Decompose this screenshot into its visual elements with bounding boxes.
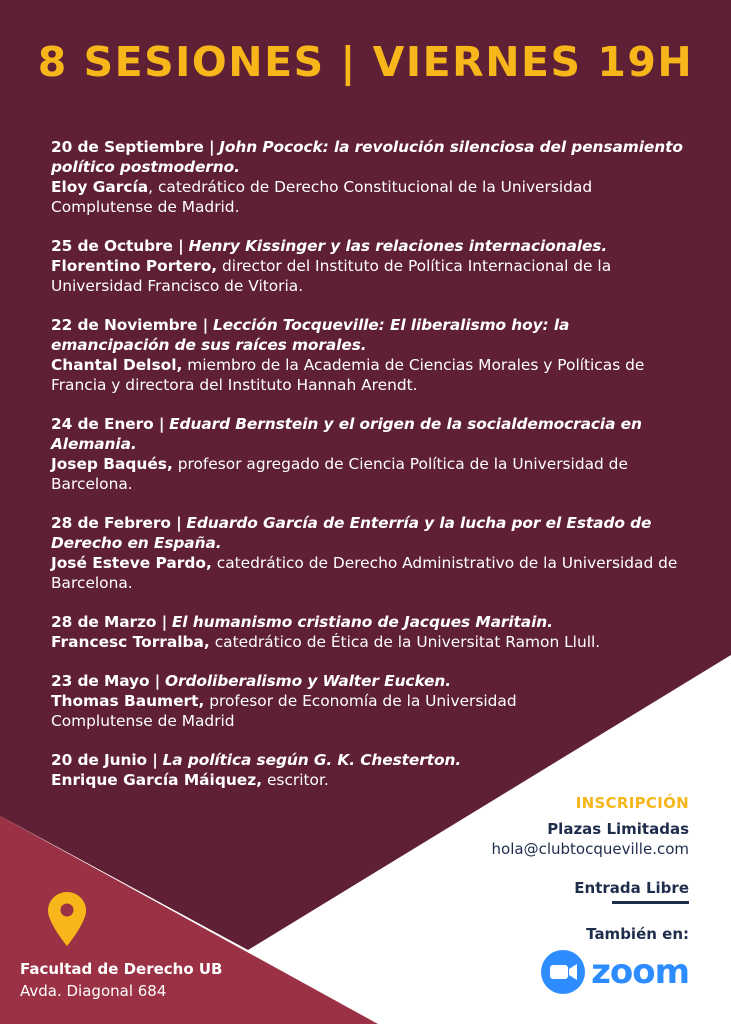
session-speaker: Eloy García	[51, 178, 149, 196]
session-topic: Ordoliberalismo y Walter Eucken.	[165, 672, 451, 690]
session-topic: Henry Kissinger y las relaciones internacionales.	[188, 237, 608, 255]
session-date: 22 de Noviembre |	[51, 316, 209, 334]
venue-address: Avda. Diagonal 684	[20, 982, 167, 1000]
session-speaker: Chantal Delsol,	[51, 356, 183, 374]
session-topic: Eduardo García de Enterría y la lucha por el Estado de Derecho en España.	[51, 514, 652, 552]
session-role: miembro de la Academia de Ciencias Morales y Políticas de Francia y directora del Instituto Hannah Arendt.	[51, 356, 645, 394]
session-speaker: Thomas Baumert,	[51, 692, 205, 710]
session-topic: La política según G. K. Chesterton.	[162, 751, 462, 769]
session-topic: Eduard Bernstein y el origen de la socialdemocracia en Alemania.	[51, 415, 642, 453]
session-role: director del Instituto de Política Internacional de la Universidad Francisco de Vitoria.	[51, 257, 612, 295]
session-speaker: Francesc Torralba,	[51, 633, 210, 651]
session-topic: Lección Tocqueville: El liberalismo hoy: la emancipación de sus raíces morales.	[51, 316, 570, 354]
session-item	[51, 315, 691, 395]
session-topic: John Pocock: la revolución silenciosa del pensamiento político postmoderno.	[51, 138, 683, 176]
limited-seats-text: Plazas Limitadas	[547, 820, 689, 838]
session-item	[51, 236, 691, 296]
free-entry-underline	[612, 901, 689, 904]
session-item	[51, 750, 691, 790]
session-list	[51, 137, 691, 809]
session-date: 28 de Marzo |	[51, 613, 168, 631]
session-speaker: José Esteve Pardo,	[51, 554, 212, 572]
session-role: profesor de Economía de la Universidad Complutense de Madrid	[51, 692, 517, 730]
session-topic: El humanismo cristiano de Jacques Maritain.	[171, 613, 553, 631]
session-role: catedrático de Derecho Administrativo de la Universidad de Barcelona.	[51, 554, 678, 592]
session-date: 20 de Junio |	[51, 751, 158, 769]
session-date: 24 de Enero |	[51, 415, 165, 433]
zoom-logo[interactable]	[541, 950, 689, 994]
session-item	[51, 414, 691, 494]
session-role: escritor.	[262, 771, 329, 789]
session-date: 25 de Octubre |	[51, 237, 184, 255]
session-speaker: Florentino Portero,	[51, 257, 218, 275]
session-item	[51, 137, 691, 217]
session-item	[51, 612, 691, 652]
session-role: catedrático de Ética de la Universitat Ramon Llull.	[209, 633, 601, 651]
session-role: , catedrático de Derecho Constitucional de la Universidad Complutense de Madrid.	[51, 178, 593, 216]
zoom-icon	[541, 950, 585, 994]
session-speaker: Enrique García Máiquez,	[51, 771, 263, 789]
also-on-text: También en:	[586, 925, 689, 943]
session-item	[51, 671, 551, 731]
session-date: 23 de Mayo |	[51, 672, 161, 690]
session-item	[51, 513, 691, 593]
zoom-wordmark: zoom	[591, 952, 689, 992]
venue-block	[20, 958, 223, 1002]
session-date: 20 de Septiembre |	[51, 138, 215, 156]
venue-name: Facultad de Derecho UB	[20, 960, 223, 978]
session-role: profesor agregado de Ciencia Política de la Universidad de Barcelona.	[51, 455, 628, 493]
session-speaker: Josep Baqués,	[51, 455, 173, 473]
location-pin-icon	[48, 892, 86, 946]
page-title: 8 SESIONES | VIERNES 19H	[37, 38, 694, 86]
session-date: 28 de Febrero |	[51, 514, 182, 532]
free-entry-text: Entrada Libre	[574, 879, 689, 897]
contact-email-link[interactable]: hola@clubtocqueville.com	[491, 840, 689, 858]
registration-heading: INSCRIPCIÓN	[575, 794, 689, 812]
